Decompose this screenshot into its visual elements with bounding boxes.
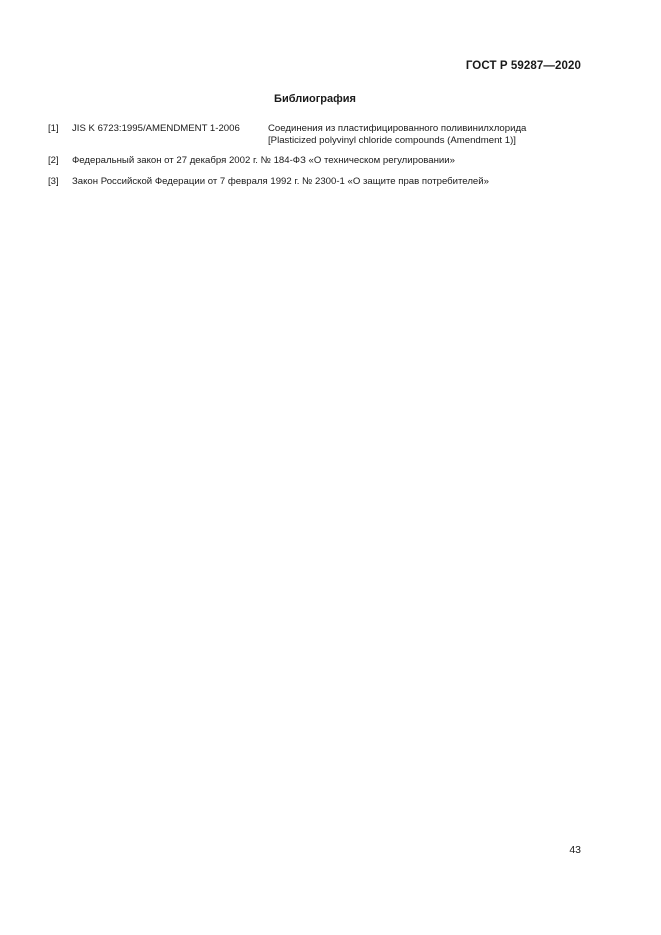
reference-title xyxy=(268,123,526,147)
reference-number: [3] xyxy=(48,176,59,187)
document-code: ГОСТ Р 59287—2020 xyxy=(465,60,581,72)
reference-title-line: Соединения из пластифицированного поливинилхлорида xyxy=(268,123,527,134)
reference-number: [1] xyxy=(48,123,59,134)
reference-source: JIS K 6723:1995/AMENDMENT 1-2006 xyxy=(72,123,240,134)
reference-title-line: [Plasticized polyvinyl chloride compounds (Amendment 1)] xyxy=(268,135,516,146)
bibliography-title: Библиография xyxy=(274,93,356,105)
reference-text: Закон Российской Федерации от 7 февраля 1992 г. № 2300-1 «О защите прав потребителей» xyxy=(72,176,489,187)
page-number: 43 xyxy=(569,844,581,856)
reference-number: [2] xyxy=(48,155,59,166)
reference-text: Федеральный закон от 27 декабря 2002 г. № 184-ФЗ «О техническом регулировании» xyxy=(72,155,455,166)
